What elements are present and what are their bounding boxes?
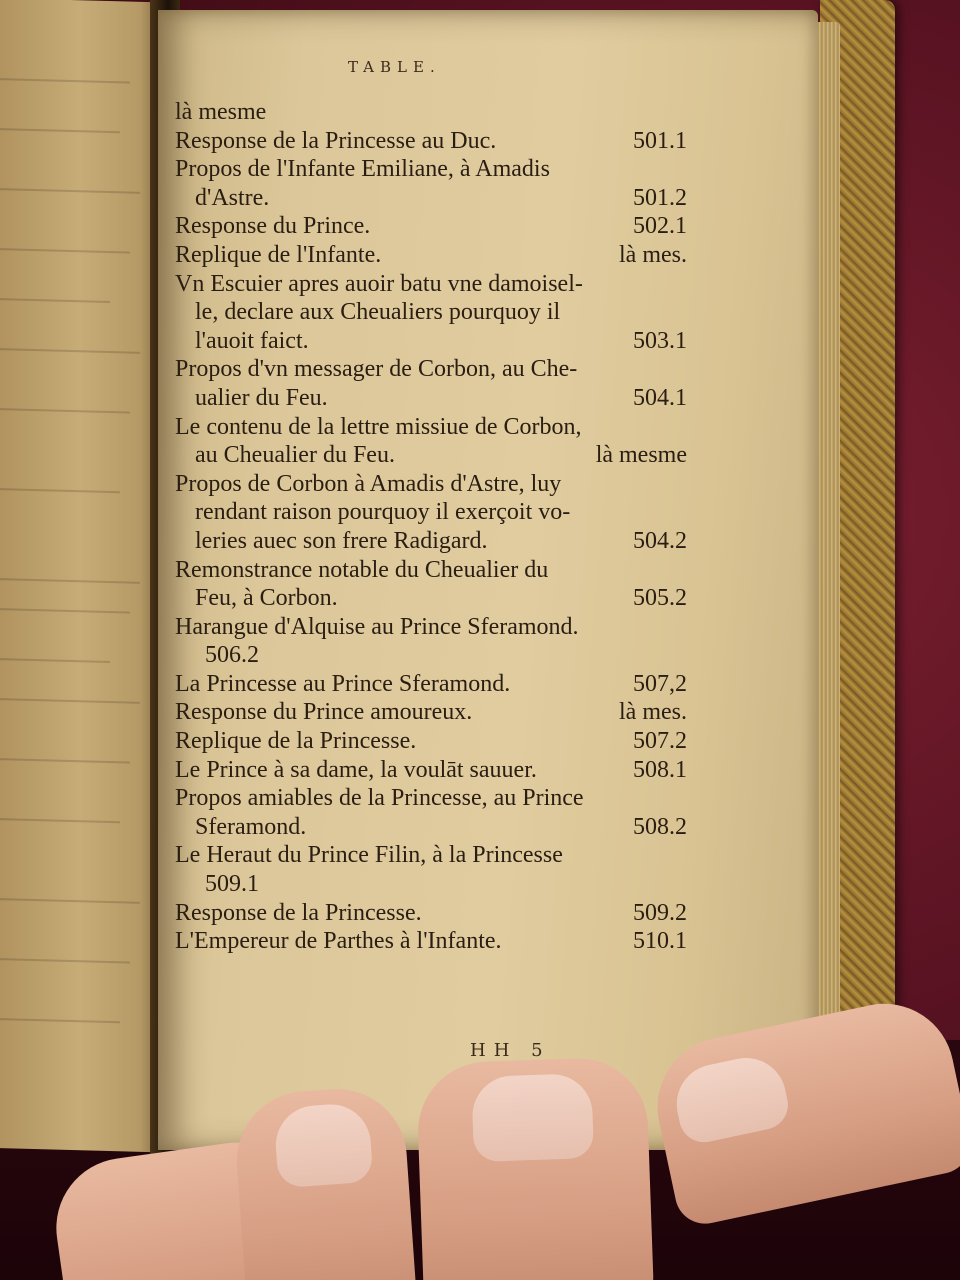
toc-entry-text: Response du Prince amoureux. xyxy=(175,699,473,726)
toc-line xyxy=(175,927,695,956)
toc-line xyxy=(175,756,695,785)
toc-page-reference: 508.1 xyxy=(633,756,687,783)
toc-entry-text: L'Empereur de Parthes à l'Infante. xyxy=(175,928,502,955)
toc-line xyxy=(175,184,695,213)
toc-entry-text: Vn Escuier apres auoir batu vne damoisel- xyxy=(175,270,583,297)
toc-line xyxy=(175,298,695,327)
toc-line xyxy=(175,327,695,356)
toc-entry xyxy=(175,670,695,699)
toc-entry xyxy=(175,98,695,127)
toc-page-reference: là mes. xyxy=(619,241,687,268)
toc-entry xyxy=(175,556,695,613)
toc-line xyxy=(175,441,695,470)
toc-entry xyxy=(175,927,695,956)
toc-entry-text: Propos de Corbon à Amadis d'Astre, luy xyxy=(175,470,562,497)
toc-entry xyxy=(175,784,695,841)
toc-entry xyxy=(175,727,695,756)
facing-page-left xyxy=(0,0,170,1153)
toc-page-reference: 503.1 xyxy=(633,327,687,354)
toc-entry-text: ualier du Feu. xyxy=(195,384,328,411)
toc-line xyxy=(175,241,695,270)
toc-page-reference: 502.1 xyxy=(633,213,687,240)
toc-page-reference: 509.2 xyxy=(633,899,687,926)
toc-line xyxy=(175,556,695,585)
toc-page-reference: 507.2 xyxy=(633,728,687,755)
toc-entry-text: Response de la Princesse au Duc. xyxy=(175,127,497,154)
toc-line xyxy=(175,270,695,299)
toc-entry-text: Propos de l'Infante Emiliane, à Amadis xyxy=(175,156,550,183)
toc-entry-text: Response du Prince. xyxy=(175,213,371,240)
toc-page-reference: 501.1 xyxy=(633,127,687,154)
toc-page-reference: 507,2 xyxy=(633,670,687,697)
toc-line xyxy=(175,870,695,899)
toc-entry xyxy=(175,127,695,156)
toc-line xyxy=(175,212,695,241)
toc-entry xyxy=(175,613,695,670)
toc-line xyxy=(175,841,695,870)
toc-entry-text: Le Heraut du Prince Filin, à la Princesse xyxy=(175,842,563,869)
toc-entry-text: Response de la Princesse. xyxy=(175,899,422,926)
toc-entry xyxy=(175,899,695,928)
toc-page-reference: 509.1 xyxy=(205,871,259,898)
toc-page-reference: là mesme xyxy=(595,442,687,469)
toc-page-reference: 505.2 xyxy=(633,585,687,612)
toc-line xyxy=(175,784,695,813)
toc-line xyxy=(175,641,695,670)
toc-page-reference: 508.2 xyxy=(633,813,687,840)
toc-entry-text: au Cheualier du Feu. xyxy=(195,442,395,469)
toc-line xyxy=(175,470,695,499)
index-finger xyxy=(232,1084,418,1280)
fingernail xyxy=(273,1102,373,1188)
toc-entry-text: Harangue d'Alquise au Prince Sferamond. xyxy=(175,613,579,640)
toc-page-reference: 504.2 xyxy=(633,527,687,554)
toc-entry-text: rendant raison pourquoy il exerçoit vo- xyxy=(195,499,571,526)
toc-entry xyxy=(175,270,695,356)
toc-entry xyxy=(175,212,695,241)
toc-line xyxy=(175,727,695,756)
toc-entry-text: d'Astre. xyxy=(195,184,270,211)
toc-entry-text: là mesme xyxy=(175,99,267,125)
toc-entry-text: Remonstrance notable du Cheualier du xyxy=(175,556,549,583)
toc-page-reference: 506.2 xyxy=(205,642,259,669)
toc-entry-text: Feu, à Corbon. xyxy=(195,585,338,612)
toc-line xyxy=(175,498,695,527)
toc-entry xyxy=(175,698,695,727)
toc-entry-text: Replique de la Princesse. xyxy=(175,728,417,755)
toc-entry xyxy=(175,355,695,412)
fingernail xyxy=(471,1073,594,1162)
toc-line xyxy=(175,527,695,556)
toc-entry xyxy=(175,155,695,212)
fingernail xyxy=(669,1051,792,1147)
toc-line xyxy=(175,127,695,156)
toc-entry xyxy=(175,241,695,270)
toc-line xyxy=(175,813,695,842)
toc-line xyxy=(175,899,695,928)
toc-entry-text: l'auoit faict. xyxy=(195,327,309,354)
toc-line xyxy=(175,413,695,442)
signature-mark: HH 5 xyxy=(470,1040,551,1061)
toc-entry-text: Le Prince à sa dame, la voulāt sauuer. xyxy=(175,756,537,783)
table-of-contents xyxy=(175,98,695,956)
toc-entry xyxy=(175,470,695,556)
toc-line xyxy=(175,355,695,384)
toc-line xyxy=(175,384,695,413)
toc-entry-text: Sferamond. xyxy=(195,813,307,840)
middle-finger xyxy=(416,1056,655,1280)
toc-entry-text: le, declare aux Cheualiers pourquoy il xyxy=(195,299,561,326)
toc-entry-text: Le contenu de la lettre missiue de Corbon, xyxy=(175,413,582,440)
toc-entry xyxy=(175,413,695,470)
toc-entry-text: leries auec son frere Radigard. xyxy=(195,527,488,554)
toc-line xyxy=(175,155,695,184)
toc-entry-text: Propos amiables de la Princesse, au Prince xyxy=(175,785,584,812)
toc-line xyxy=(175,613,695,642)
toc-entry-text: Replique de l'Infante. xyxy=(175,241,382,268)
toc-page-reference: 501.2 xyxy=(633,184,687,211)
toc-entry-text: La Princesse au Prince Sferamond. xyxy=(175,670,511,697)
toc-line xyxy=(175,670,695,699)
toc-page-reference: 504.1 xyxy=(633,384,687,411)
page-header: TABLE. xyxy=(348,58,441,76)
toc-entry-text: Propos d'vn messager de Corbon, au Che- xyxy=(175,356,578,383)
toc-page-reference: 510.1 xyxy=(633,928,687,955)
toc-page-reference: là mes. xyxy=(619,699,687,726)
toc-line xyxy=(175,98,695,127)
toc-line xyxy=(175,698,695,727)
toc-entry xyxy=(175,756,695,785)
toc-entry xyxy=(175,841,695,898)
toc-line xyxy=(175,584,695,613)
